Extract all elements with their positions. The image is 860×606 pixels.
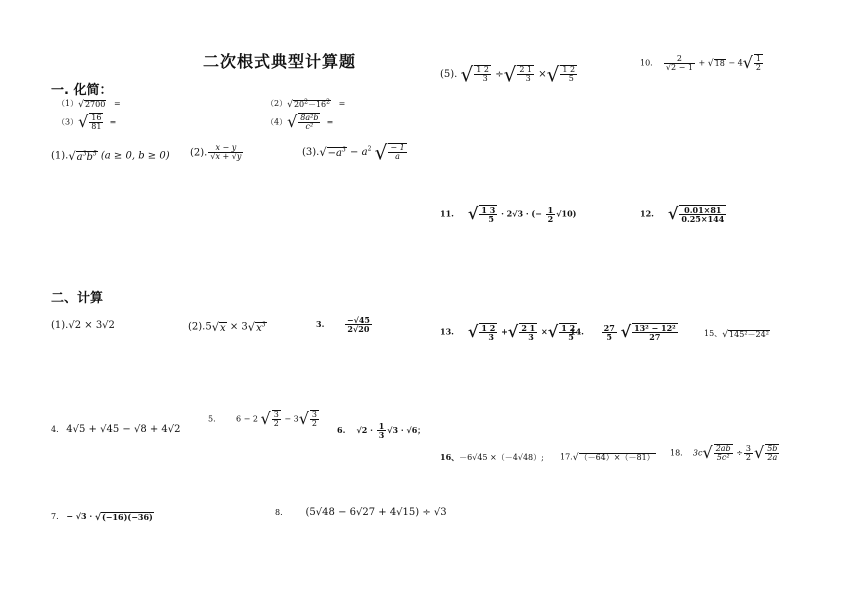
simplify-problem-5: (5). √ $\frac{1 2}{3}$ ÷√ $\frac{2 1}{3}$ ×√ $\frac{1 2}{5}$ [440,62,576,87]
simplify-item-3: （3）√ $\frac{16}{81}$ = [57,112,117,132]
simplify-item-2: $(2)√20^2-16^2$ = [266,97,346,110]
simplify-problem-1: $(1).√a^3b^5$ (a ≥ 0, b ≥ 0) [51,149,170,163]
calc-problem-7: 7. − √3 · √(−16)(−36) [51,511,153,523]
simplify-problem-12: 12. √ $\frac{0.01\times 81}{0.25\times 144}$ [640,204,725,225]
simplify-item-4: （4）√ $\frac{\text{8a²b}}{\text{c²}}$ = [266,112,334,132]
calc-problem-5: 5. 6 − 2 √ $\frac{3}{2}$ − 3√ $\frac{3}{2}$ [208,409,317,429]
page-title: 二次根式典型计算题 [203,52,357,71]
simplify-item-1: （1）√2700 = [57,98,121,110]
calc-problem-17: 17.√（－64）×（－81） [560,452,655,463]
calc-problem-13: 13. √ $\frac{1 2}{3}$ +√ $\frac{2 1}{3}$ ×√ $\frac{1 2}{5}$ [440,322,576,343]
calc-problem-4: 4. 4√5 + √45 − √8 + 4√2 [51,424,181,435]
calc-problem-2: $(2).5√x \times 3√x^3$ [188,320,266,334]
simplify-problem-2: (2). $\frac{x - y}{√x + √y}$ [190,143,242,162]
simplify-problem-3: $(3).√-a^3 - a^2$ √ $\frac{- 1}{a}$ [302,140,405,165]
calc-problem-6: 6. √2 · $\frac{1}{3}$ √3 · √6； [337,421,426,441]
calc-problem-14: 14. $\frac{27}{5}$ √ $\frac{\text{13² − 12²}}{27}$ [570,322,676,343]
simplify-problem-10: 10. $\frac{2}{√2 - 1}$ + √18 − 4√ $\frac{1}{2}$ [640,53,762,73]
simplify-problem-11: 11. √ $\frac{1 3}{5}$ · 2√3 · (− $\frac{1}{2}$ √10) [440,204,577,225]
calc-problem-8: 8. (5√48 − 6√27 + 4√15) ÷ √3 [275,507,447,518]
section-simplify-heading: 一. 化简： [51,83,113,98]
section-calc-heading: 二、计算 [51,291,104,306]
calc-problem-18: 18. 3c√ $\frac{2ab}{\text{5c²}}$ ÷ $\frac{3}{2}$ √ $\frac{5b}{2a}$ [670,443,778,463]
calc-problem-15: 15、√145²－24² [704,328,769,340]
calc-problem-1: (1).√2 × 3√2 [51,320,115,331]
calc-problem-3: 3. $\frac{-√45}{2√20}$ [316,315,370,335]
calc-problem-16: 16、－6√45 ×（－4√48）; [440,452,544,462]
